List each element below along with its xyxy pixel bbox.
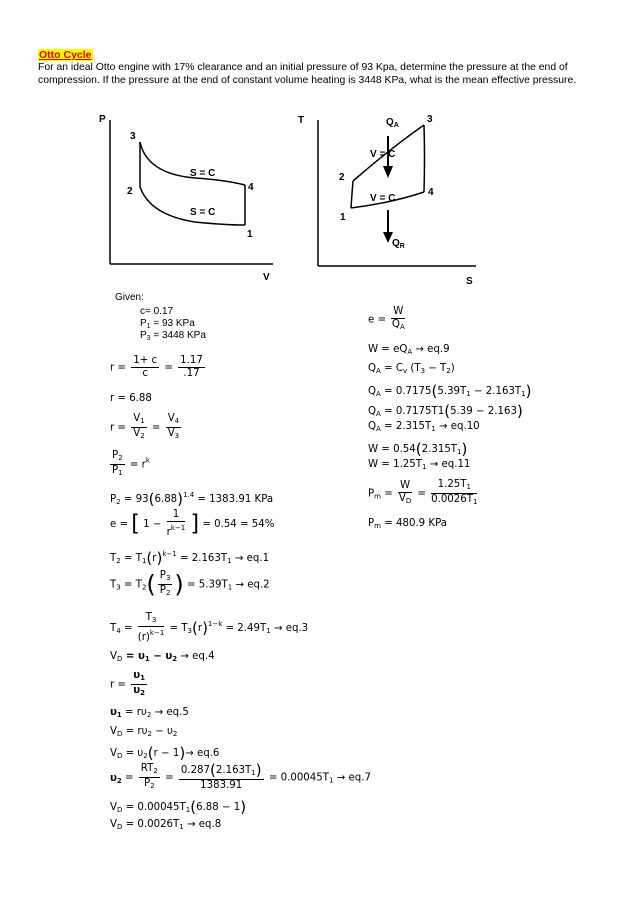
given-c: c= 0.17	[140, 306, 174, 317]
eq-v1: $\upsilon_1 = r\upsilon_2 \to eq.5$	[110, 707, 189, 719]
pv-x-label: V	[263, 272, 270, 283]
ts-heat-out-label: $Q_R$	[392, 238, 405, 250]
eq-work-sub: $W = 0.54(2.315T_1)$	[368, 440, 468, 458]
eq-vd-factored: $V_D = \upsilon_2(r - 1)\to eq.6$	[110, 744, 220, 762]
pv-label-upper: S = C	[190, 168, 216, 179]
ts-point-1: 1	[340, 212, 346, 223]
ts-heat-in-arrowhead	[383, 166, 393, 178]
eq-t2: $T_2 = T_1(r)^{k-1} = 2.163T_1 \to eq.1$	[110, 549, 270, 567]
ts-diagram	[296, 108, 486, 288]
page-title: Otto Cycle	[39, 49, 92, 61]
eq-efficiency: e = [ 1 − $\frac{1}{r^{k-1}}$ ] = 0.54 = 54%	[110, 509, 275, 538]
eq-mep: $P_m$ = $\frac{W}{V_D}$ = $\frac{1.25T_1}{0.0026T_1}$	[368, 479, 478, 506]
ts-label-lower: V = C	[370, 193, 396, 204]
eq-t3: $T_3 = T_2$( $\frac{P_3}{P_2}$ ) = $5.39T_1 \to eq.2$	[110, 570, 270, 599]
eq-pressure-ratio: $\frac{P_2}{P_1}$ = $r^k$	[112, 450, 150, 477]
given-heading: Given:	[115, 292, 144, 303]
eq-vd-numeric: $V_D = 0.00045T_1(6.88 - 1)$	[110, 798, 247, 816]
eq-work: $W = eQ_A \to eq.9$	[368, 344, 450, 356]
eq-qa-factored: $Q_A = 0.7175T1(5.39 - 2.163)$	[368, 402, 523, 420]
pv-point-2: 2	[127, 186, 133, 197]
eq-vd-sub: $V_D = r\upsilon_2 - \upsilon_2$	[110, 726, 178, 738]
pv-diagram	[95, 112, 285, 287]
ts-label-upper: V = C	[370, 149, 396, 160]
eq-t4: $T_4$ = $\frac{T_3}{(r)^{k-1}}$ = $T_3(r)^{1-k} = 2.49T_1 \to eq.3$	[110, 612, 309, 643]
eq-vd-def: $V_D = \upsilon_1 - \upsilon_2 \to eq.4$	[110, 651, 215, 663]
ts-y-label: T	[298, 115, 305, 126]
eq-r-specific: r = $\frac{\upsilon_1}{\upsilon_2}$	[110, 670, 145, 697]
eq-efficiency-work: e = $\frac{W}{Q_A}$	[368, 306, 405, 331]
pv-point-1: 1	[247, 229, 253, 240]
ts-point-2: 2	[339, 172, 345, 183]
pv-process-1-2	[140, 187, 245, 225]
eq-qa-def: $Q_A = C_v$ $(T_3 - T_2)$	[368, 363, 455, 375]
eq-v2: $\upsilon_2$ = $\frac{RT_2}{P_2}$ = $\frac{0.287(2.163T_1)}{1383.91}$ = $0.00045T_1 \to eq.7$	[110, 760, 371, 791]
eq-qa-sub: $Q_A = 0.7175(5.39T_1 - 2.163T_1)$	[368, 382, 532, 400]
eq-qa-final: $Q_A = 2.315T_1 \to eq.10$	[368, 421, 480, 433]
eq-work-final: $W = 1.25T_1 \to eq.11$	[368, 459, 471, 471]
ts-x-label: S	[466, 276, 473, 287]
eq-r-volumes: r = $\frac{V_1}{V_2}$ = $\frac{V_4}{V_3}$	[110, 413, 180, 440]
pv-point-3: 3	[130, 131, 136, 142]
eq-r-def: r = $\frac{1+ c}{c}$ = $\frac{1.17}{.17}$	[110, 355, 203, 379]
given-p1: $P_1 = 93$ KPa	[140, 318, 195, 330]
eq-p2: $P_2 = 93(6.88)^{1.4} = 1383.91$ KPa	[110, 490, 274, 508]
eq-vd-final: $V_D = 0.0026T_1 \to eq.8$	[110, 819, 222, 831]
ts-process-1-2	[351, 181, 353, 208]
given-p3: $P_3 = 3448$ KPa	[140, 330, 206, 342]
pv-label-lower: S = C	[190, 207, 216, 218]
ts-heat-in-label: $Q_A$	[386, 117, 399, 129]
pv-point-4: 4	[248, 182, 254, 193]
eq-r-value: r = 6.88	[110, 393, 152, 404]
pv-y-label: P	[99, 114, 106, 125]
ts-point-4: 4	[428, 187, 434, 198]
ts-point-3: 3	[427, 114, 433, 125]
problem-statement: For an ideal Otto engine with 17% clearance and an initial pressure of 93 Kpa, determine the pressure at the end of compression. If the pressure at the end of constant volume heating is 3448 KPa, what is the mean effective pressure.	[38, 62, 577, 86]
eq-mep-result: $P_m = 480.9$ KPa	[368, 518, 448, 530]
ts-process-3-4	[424, 125, 425, 192]
